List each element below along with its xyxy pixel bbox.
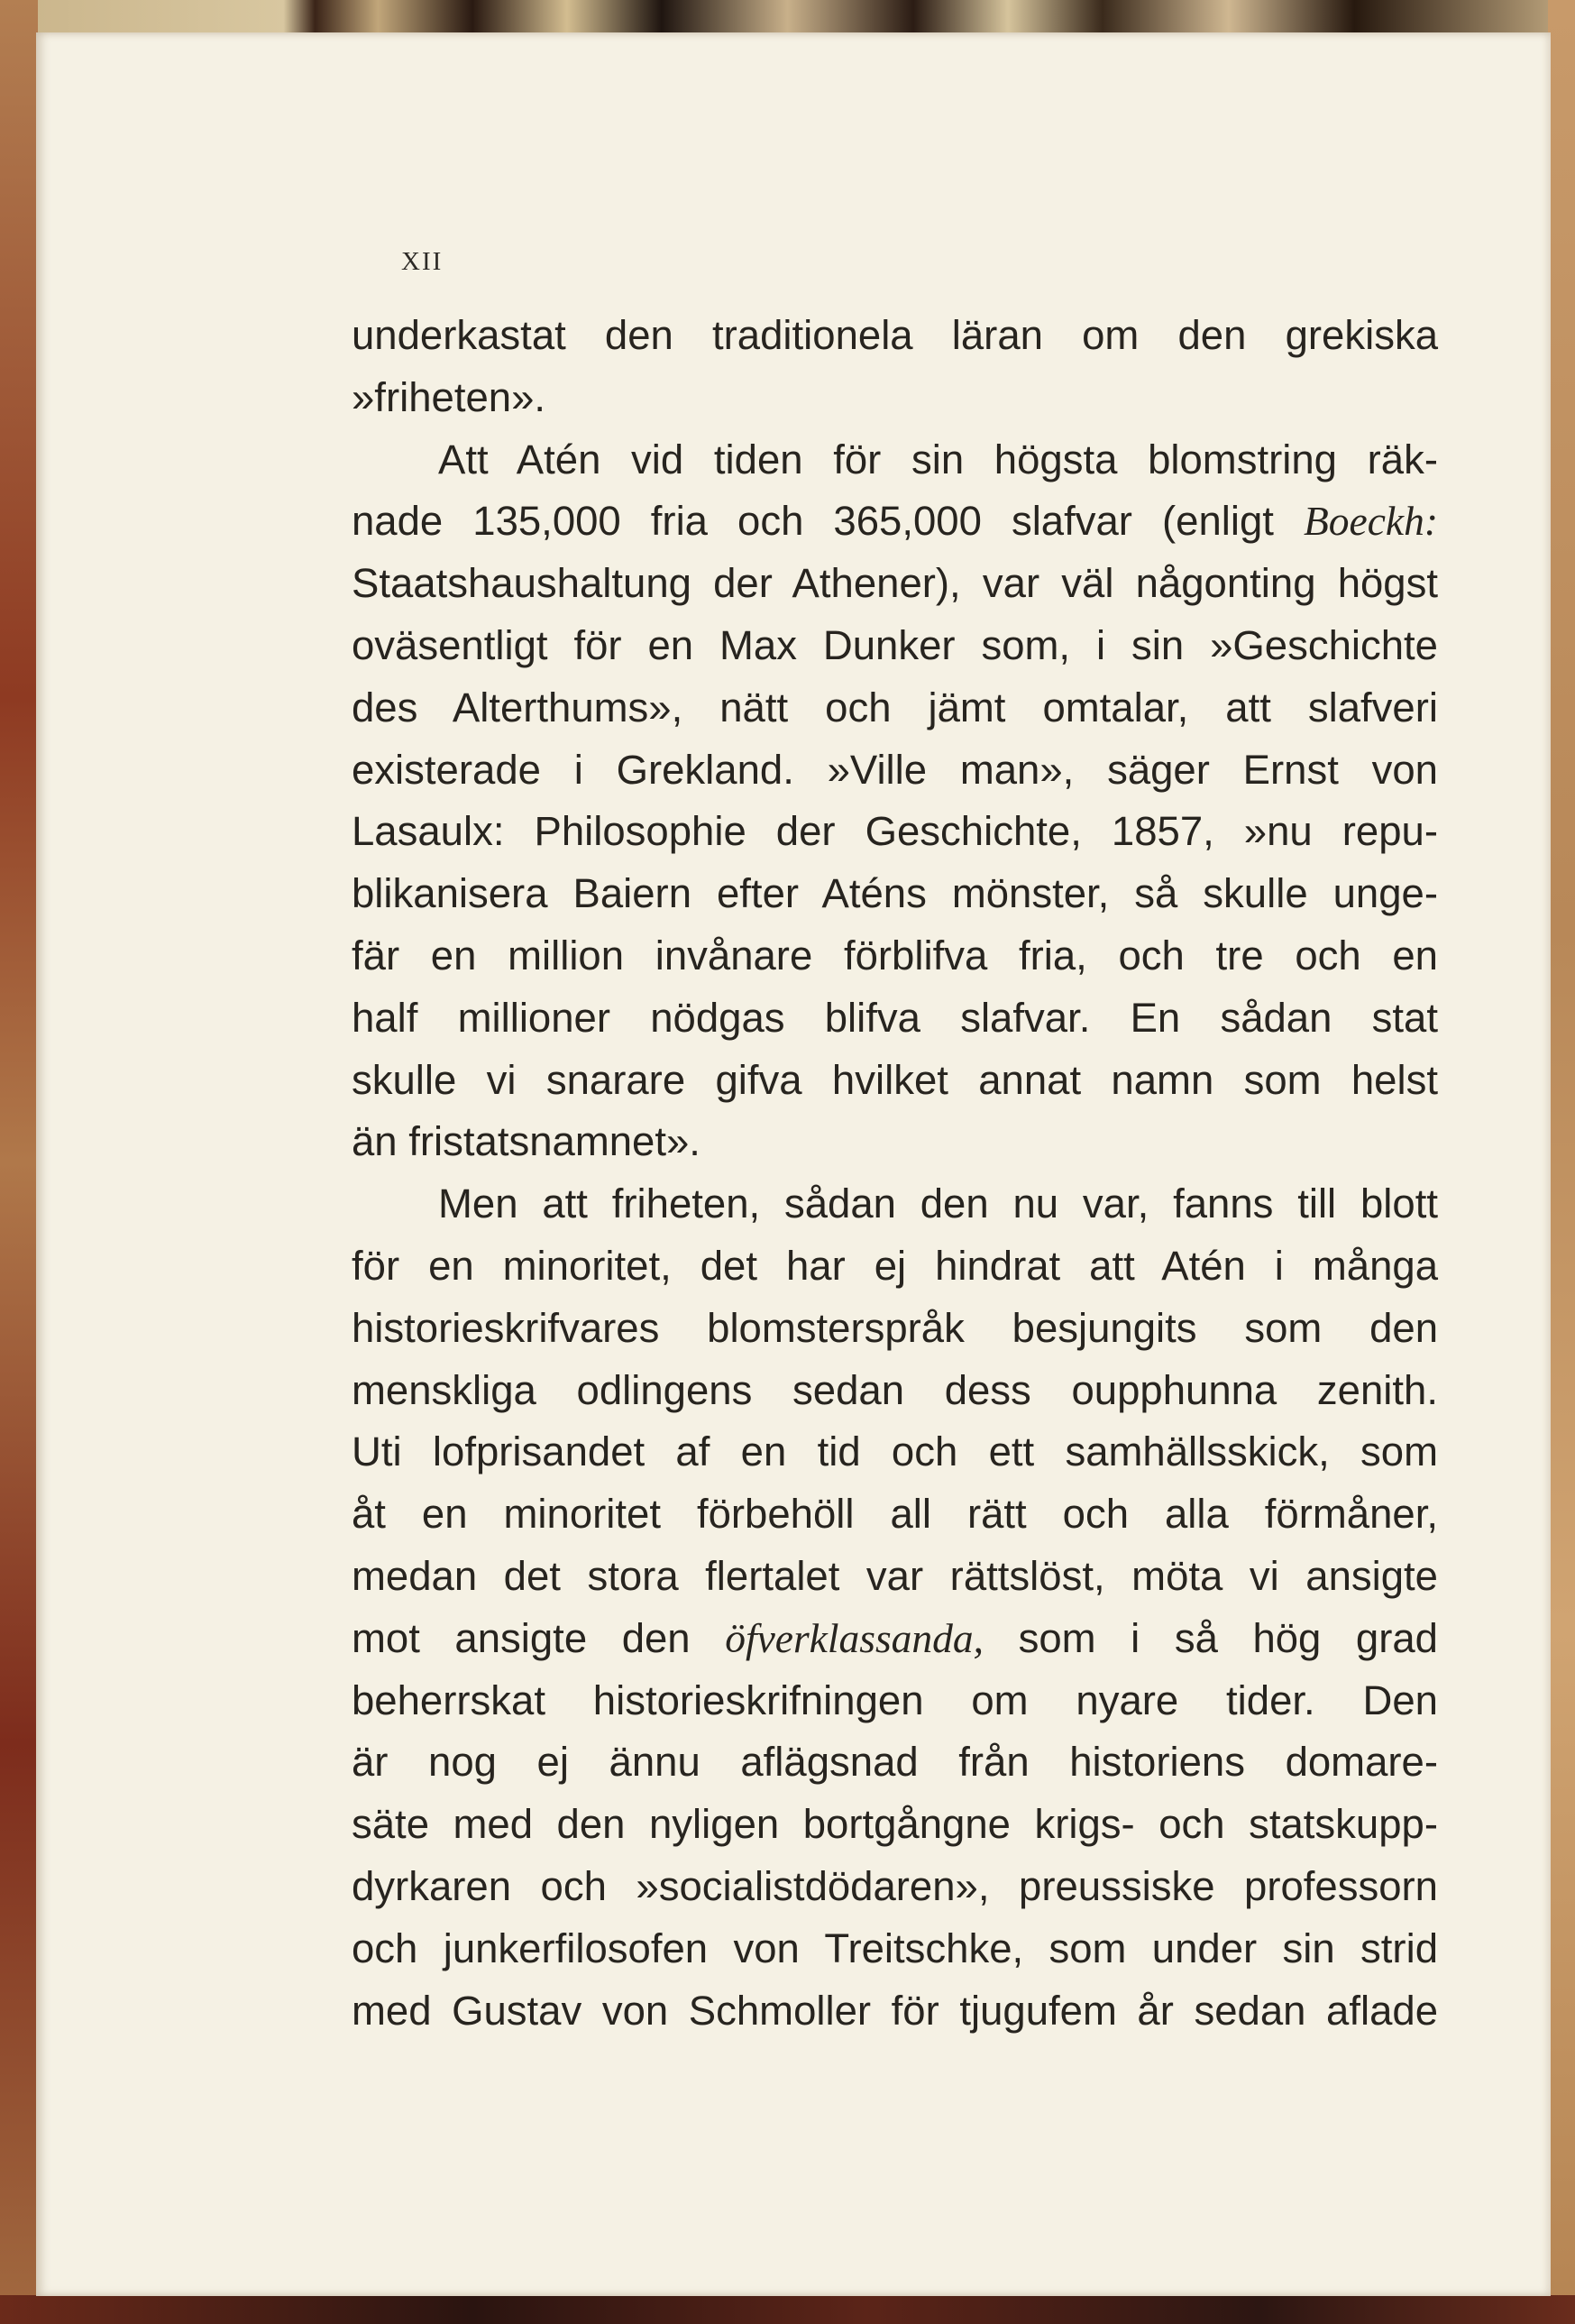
text-line: oväsentligt för en Max Dunker som, i sin »Geschichte bbox=[352, 621, 1438, 668]
text-line: med Gustav von Schmoller för tjugufem år sedan aflade bbox=[352, 1987, 1438, 2034]
book-page bbox=[36, 32, 1551, 2296]
text-line: skulle vi snarare gifva hvilket annat namn som helst bbox=[352, 1056, 1438, 1103]
text-line: »friheten». bbox=[352, 373, 546, 420]
text-line: underkastat den traditionela läran om den grekiska bbox=[352, 312, 1438, 358]
text-line: half millioner nödgas blifva slafvar. En sådan stat bbox=[352, 994, 1438, 1041]
text-line: menskliga odlingens sedan dess oupphunna zenith. bbox=[352, 1366, 1438, 1413]
text-line: Staatshaushaltung der Athener), var väl någonting högst bbox=[352, 560, 1438, 607]
book-top-edge bbox=[0, 0, 1575, 36]
italic-author-reference: Boeckh: bbox=[1303, 498, 1438, 545]
text-line: Uti lofprisandet af en tid och ett samhällsskick, som bbox=[352, 1428, 1438, 1475]
text-line: existerade i Grekland. »Ville man», säger Ernst von bbox=[352, 746, 1438, 793]
text-line: och junkerfilosofen von Treitschke, som under sin strid bbox=[352, 1924, 1438, 1971]
text-line: dyrkaren och »socialistdödaren», preussiske professorn bbox=[352, 1862, 1438, 1909]
text-line: beherrskat historieskrifningen om nyare tider. Den bbox=[352, 1676, 1438, 1723]
book-bottom-edge bbox=[0, 2295, 1575, 2324]
book-cover-left-edge bbox=[0, 0, 38, 2324]
text-line-segment: nade 135,000 fria och 365,000 slafvar (enligt bbox=[352, 498, 1304, 545]
text-line: blikanisera Baiern efter Aténs mönster, så skulle unge- bbox=[352, 870, 1438, 917]
paragraph-first-line: Men att friheten, sådan den nu var, fanns till blott bbox=[438, 1180, 1438, 1227]
text-line: Lasaulx: Philosophie der Geschichte, 1857, »nu repu- bbox=[352, 808, 1438, 855]
text-line: des Alterthums», nätt och jämt omtalar, att slafveri bbox=[352, 684, 1438, 730]
text-line: åt en minoritet förbehöll all rätt och alla förmåner, bbox=[352, 1491, 1438, 1538]
body-text bbox=[352, 305, 1438, 2042]
italic-term: öfverklassanda, bbox=[725, 1614, 984, 1661]
text-line-segment: mot ansigte den bbox=[352, 1614, 726, 1661]
text-line bbox=[352, 1608, 1438, 1670]
text-line: historieskrifvares blomsterspråk besjungits som den bbox=[352, 1304, 1438, 1351]
text-line: säte med den nyligen bortgångne krigs- och statskupp- bbox=[352, 1801, 1438, 1848]
text-line: fär en million invånare förblifva fria, och tre och en bbox=[352, 932, 1438, 978]
page-number: XII bbox=[401, 247, 444, 276]
text-line-segment: som i så hög grad bbox=[984, 1614, 1438, 1661]
text-line: medan det stora flertalet var rättslöst, möta vi ansigte bbox=[352, 1552, 1438, 1599]
text-line bbox=[352, 491, 1438, 553]
text-line: än fristatsnamnet». bbox=[352, 1118, 701, 1165]
paragraph-first-line: Att Atén vid tiden för sin högsta blomstring räk- bbox=[438, 436, 1438, 482]
book-cover-right-edge bbox=[1548, 0, 1575, 2324]
text-line: för en minoritet, det har ej hindrat att Atén i många bbox=[352, 1242, 1438, 1289]
text-line: är nog ej ännu aflägsnad från historiens domare- bbox=[352, 1739, 1438, 1786]
